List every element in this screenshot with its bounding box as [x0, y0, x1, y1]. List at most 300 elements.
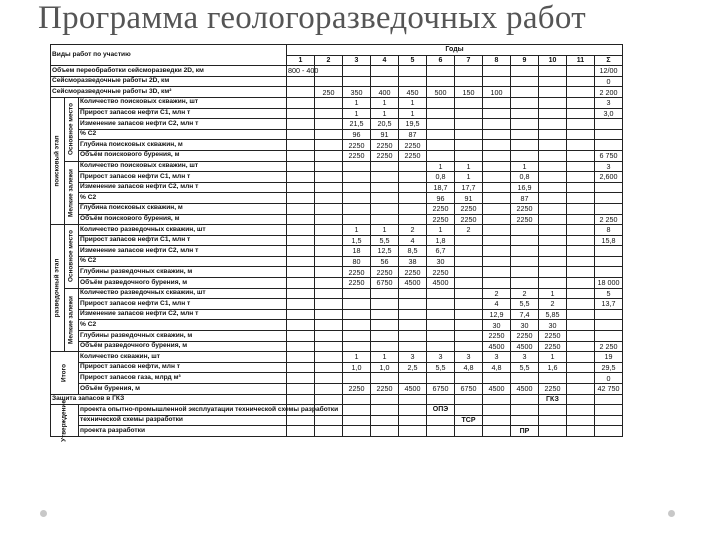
- table-row: [51, 87, 623, 98]
- row-value: [539, 119, 567, 130]
- row-value: [567, 299, 595, 310]
- row-value: [567, 76, 595, 87]
- approval-cell: [539, 405, 567, 416]
- slide-dot-left: [40, 510, 47, 517]
- row-value: [567, 320, 595, 331]
- row-value: 2250: [371, 150, 399, 161]
- row-value: [371, 320, 399, 331]
- row-label: Изменение запасов нефти С2, млн т: [79, 182, 287, 193]
- row-value: 1: [427, 161, 455, 172]
- row-value: [567, 288, 595, 299]
- row-value: 87: [399, 129, 427, 140]
- row-value: [343, 76, 371, 87]
- row-value: 4500: [399, 278, 427, 289]
- table-row: [51, 203, 623, 214]
- row-value: [315, 235, 343, 246]
- total-value: [567, 362, 595, 373]
- total-value: [287, 352, 315, 363]
- gkz-cell: ГКЗ: [539, 394, 567, 405]
- row-value: 30: [427, 256, 455, 267]
- total-value: [427, 373, 455, 384]
- row-value: [455, 150, 483, 161]
- row-value: [399, 161, 427, 172]
- table-row: [51, 140, 623, 151]
- row-value: 2250: [539, 331, 567, 342]
- table-row: [51, 341, 623, 352]
- approval-cell: [315, 415, 343, 426]
- row-label: Глубина поисковых скважин, м: [79, 140, 287, 151]
- header-year: 1: [287, 55, 315, 66]
- row-value: [483, 161, 511, 172]
- row-value: [315, 320, 343, 331]
- row-value: [371, 341, 399, 352]
- row-value: [315, 309, 343, 320]
- approval-cell: [371, 415, 399, 426]
- row-label: Сейсморазведочные работы 2D, км: [51, 76, 287, 87]
- row-label: Объём поискового бурения, м: [79, 214, 287, 225]
- row-value: [371, 309, 399, 320]
- row-value: [315, 288, 343, 299]
- row-value: [315, 267, 343, 278]
- row-value: [539, 182, 567, 193]
- approval-cell: [595, 426, 623, 437]
- total-value: 2,5: [399, 362, 427, 373]
- total-value: 3: [511, 352, 539, 363]
- row-value: [483, 66, 511, 77]
- row-value: [399, 341, 427, 352]
- row-value: [511, 97, 539, 108]
- row-value: 2250: [399, 267, 427, 278]
- row-value: [371, 203, 399, 214]
- row-value: [455, 119, 483, 130]
- gkz-cell: [455, 394, 483, 405]
- row-value: [539, 193, 567, 204]
- row-value: 5,5: [511, 299, 539, 310]
- row-value: 3: [595, 161, 623, 172]
- approval-cell: [595, 405, 623, 416]
- row-label: Прирост запасов нефти С1, млн т: [79, 172, 287, 183]
- row-value: 1,8: [427, 235, 455, 246]
- approval-cell: [371, 426, 399, 437]
- row-value: [427, 288, 455, 299]
- row-value: [315, 108, 343, 119]
- header-year: 8: [483, 55, 511, 66]
- approval-row: [51, 415, 623, 426]
- row-value: [315, 246, 343, 257]
- row-value: 2250: [343, 150, 371, 161]
- row-value: 3: [595, 97, 623, 108]
- row-label: проекта опытно-промышленной эксплуатации технической схемы разработки: [79, 405, 287, 416]
- row-value: [315, 214, 343, 225]
- total-value: [371, 373, 399, 384]
- row-value: 17,7: [455, 182, 483, 193]
- header-year: 2: [315, 55, 343, 66]
- row-value: [287, 108, 315, 119]
- program-grid: [50, 44, 623, 442]
- slide-title: Программа геологоразведочных работ: [38, 0, 586, 36]
- search-stage-label: поисковый этап: [53, 135, 61, 187]
- total-value: [315, 352, 343, 363]
- row-value: 2250: [511, 203, 539, 214]
- table-row: [51, 172, 623, 183]
- gkz-cell: [483, 394, 511, 405]
- total-group: [51, 352, 79, 394]
- row-value: [287, 214, 315, 225]
- row-value: [455, 331, 483, 342]
- row-value: 18 000: [595, 278, 623, 289]
- row-label: Глубина поисковых скважин, м: [79, 203, 287, 214]
- row-value: [511, 119, 539, 130]
- row-value: 2250: [455, 203, 483, 214]
- row-value: 18,7: [427, 182, 455, 193]
- row-value: 2250: [343, 278, 371, 289]
- gkz-cell: [427, 394, 455, 405]
- row-label: % С2: [79, 256, 287, 267]
- row-value: [511, 66, 539, 77]
- row-value: [483, 193, 511, 204]
- approval-cell: [539, 426, 567, 437]
- row-value: 0,8: [427, 172, 455, 183]
- row-value: [427, 331, 455, 342]
- row-label: Количество разведочных скважин, шт: [79, 225, 287, 236]
- row-value: [371, 214, 399, 225]
- row-value: [567, 203, 595, 214]
- row-value: [371, 172, 399, 183]
- row-value: [455, 267, 483, 278]
- total-value: 1,0: [343, 362, 371, 373]
- row-value: [399, 66, 427, 77]
- row-value: 13,7: [595, 299, 623, 310]
- row-value: [427, 97, 455, 108]
- row-value: 2 200: [595, 87, 623, 98]
- row-value: [343, 320, 371, 331]
- row-value: [539, 97, 567, 108]
- row-value: 1: [399, 108, 427, 119]
- approval-cell: [287, 415, 315, 426]
- table-row: [51, 161, 623, 172]
- row-value: [427, 108, 455, 119]
- row-value: [455, 76, 483, 87]
- row-value: [343, 161, 371, 172]
- row-value: 2,600: [595, 172, 623, 183]
- header-year: 5: [399, 55, 427, 66]
- row-value: [455, 278, 483, 289]
- table-row: [51, 97, 623, 108]
- row-value: [455, 341, 483, 352]
- approval-cell: [399, 426, 427, 437]
- row-value: [399, 299, 427, 310]
- search-main-zone-label: Основное место: [67, 103, 75, 156]
- row-value: [343, 203, 371, 214]
- table-row: [51, 108, 623, 119]
- row-value: [399, 320, 427, 331]
- total-value: [483, 373, 511, 384]
- row-value: [455, 288, 483, 299]
- row-value: 4: [399, 235, 427, 246]
- row-value: 91: [455, 193, 483, 204]
- row-value: 4500: [427, 278, 455, 289]
- row-value: 2 250: [595, 341, 623, 352]
- total-value: [511, 373, 539, 384]
- total-value: 19: [595, 352, 623, 363]
- row-value: 15,8: [595, 235, 623, 246]
- row-value: [315, 193, 343, 204]
- gkz-cell: [371, 394, 399, 405]
- total-row: [51, 373, 623, 384]
- row-value: [567, 267, 595, 278]
- row-value: [371, 161, 399, 172]
- table-row: [51, 76, 623, 87]
- row-value: [567, 119, 595, 130]
- gkz-cell: [315, 394, 343, 405]
- row-value: 6 750: [595, 150, 623, 161]
- row-value: [287, 172, 315, 183]
- row-value: [427, 320, 455, 331]
- approval-cell: [567, 405, 595, 416]
- exploration-stage-label: разведочный этап: [53, 258, 61, 318]
- row-value: 6,7: [427, 246, 455, 257]
- row-value: [567, 235, 595, 246]
- row-value: 19,5: [399, 119, 427, 130]
- row-value: [315, 225, 343, 236]
- explore-minor-zone-label: Мелкие залежи: [67, 295, 75, 344]
- row-value: [567, 331, 595, 342]
- gkz-cell: [511, 394, 539, 405]
- table-row: [51, 331, 623, 342]
- row-value: [455, 320, 483, 331]
- search-minor-zone: [65, 161, 79, 225]
- row-value: [287, 87, 315, 98]
- header-year: 9: [511, 55, 539, 66]
- total-value: 3: [399, 352, 427, 363]
- row-value: [567, 214, 595, 225]
- row-value: 3,0: [595, 108, 623, 119]
- row-label: % С2: [79, 320, 287, 331]
- row-value: 250: [315, 87, 343, 98]
- row-value: [315, 182, 343, 193]
- row-value: [399, 193, 427, 204]
- row-value: [343, 341, 371, 352]
- row-value: [315, 278, 343, 289]
- row-value: [427, 129, 455, 140]
- row-value: 2250: [455, 214, 483, 225]
- header-row: [51, 45, 623, 56]
- approval-cell: ТСР: [455, 415, 483, 426]
- table-row: [51, 288, 623, 299]
- row-value: [567, 129, 595, 140]
- row-value: [511, 150, 539, 161]
- row-value: [343, 288, 371, 299]
- table-row: [51, 235, 623, 246]
- row-value: 2250: [399, 140, 427, 151]
- row-value: [427, 309, 455, 320]
- row-value: [511, 235, 539, 246]
- row-value: [539, 203, 567, 214]
- row-value: 2250: [343, 267, 371, 278]
- row-value: [595, 267, 623, 278]
- row-value: [455, 246, 483, 257]
- row-value: [315, 172, 343, 183]
- table-row: [51, 129, 623, 140]
- row-value: [511, 278, 539, 289]
- row-value: [287, 97, 315, 108]
- row-value: [371, 331, 399, 342]
- row-value: [539, 235, 567, 246]
- row-value: [315, 203, 343, 214]
- gkz-label: Защита запасов в ГКЗ: [51, 394, 287, 405]
- row-value: [511, 76, 539, 87]
- row-value: [511, 267, 539, 278]
- row-label: Прирост запасов нефти С1, млн т: [79, 299, 287, 310]
- row-value: 1,5: [343, 235, 371, 246]
- row-value: [595, 119, 623, 130]
- row-value: [483, 150, 511, 161]
- approval-cell: [315, 426, 343, 437]
- row-value: 2: [511, 288, 539, 299]
- row-value: 12,5: [371, 246, 399, 257]
- row-value: [455, 66, 483, 77]
- row-value: 30: [511, 320, 539, 331]
- row-value: [315, 97, 343, 108]
- row-value: [483, 256, 511, 267]
- total-value: [567, 373, 595, 384]
- row-value: 500: [427, 87, 455, 98]
- row-value: 96: [427, 193, 455, 204]
- row-value: [287, 129, 315, 140]
- row-value: [567, 108, 595, 119]
- row-value: [455, 309, 483, 320]
- total-value: 2250: [343, 384, 371, 395]
- row-value: [287, 203, 315, 214]
- search-stage: [51, 97, 65, 224]
- row-value: [511, 129, 539, 140]
- row-value: [371, 288, 399, 299]
- row-value: 2250: [399, 150, 427, 161]
- row-value: [399, 309, 427, 320]
- approval-cell: [567, 415, 595, 426]
- row-value: [371, 76, 399, 87]
- approval-cell: [427, 415, 455, 426]
- approval-cell: [343, 426, 371, 437]
- row-label: Изменение запасов нефти С2, млн т: [79, 119, 287, 130]
- gkz-cell: [343, 394, 371, 405]
- row-value: [371, 299, 399, 310]
- row-value: 5: [595, 288, 623, 299]
- row-value: [483, 97, 511, 108]
- row-value: [539, 246, 567, 257]
- row-value: [315, 331, 343, 342]
- row-value: 1: [511, 161, 539, 172]
- row-value: 350: [343, 87, 371, 98]
- row-label: Объём разведочного бурения, м: [79, 278, 287, 289]
- approval-row: [51, 426, 623, 437]
- total-value: 29,5: [595, 362, 623, 373]
- row-value: 1: [343, 108, 371, 119]
- row-value: [427, 341, 455, 352]
- row-value: [483, 140, 511, 151]
- approval-cell: [483, 405, 511, 416]
- row-value: [567, 66, 595, 77]
- row-value: [483, 267, 511, 278]
- row-value: [343, 172, 371, 183]
- row-value: [539, 66, 567, 77]
- row-value: [427, 140, 455, 151]
- approval-cell: [343, 415, 371, 426]
- row-value: 2: [399, 225, 427, 236]
- row-value: [567, 225, 595, 236]
- row-value: [315, 119, 343, 130]
- table-row: [51, 309, 623, 320]
- table-row: [51, 182, 623, 193]
- row-value: [343, 309, 371, 320]
- row-value: 6750: [371, 278, 399, 289]
- row-value: [343, 331, 371, 342]
- row-value: [399, 203, 427, 214]
- row-value: [287, 320, 315, 331]
- row-label: Объём бурения, м: [79, 384, 287, 395]
- row-value: [483, 182, 511, 193]
- row-value: 2: [483, 288, 511, 299]
- row-value: [567, 246, 595, 257]
- row-value: [595, 140, 623, 151]
- total-value: 0: [595, 373, 623, 384]
- row-value: 150: [455, 87, 483, 98]
- row-label: Глубины разведочных скважин, м: [79, 331, 287, 342]
- row-value: [483, 246, 511, 257]
- total-value: 2250: [371, 384, 399, 395]
- table-row: [51, 278, 623, 289]
- row-value: [539, 161, 567, 172]
- row-label: Прирост запасов газа, млрд м³: [79, 373, 287, 384]
- total-value: [315, 373, 343, 384]
- row-value: [567, 140, 595, 151]
- row-value: [427, 150, 455, 161]
- row-value: [455, 129, 483, 140]
- row-value: 30: [539, 320, 567, 331]
- row-value: [343, 66, 371, 77]
- row-value: [511, 225, 539, 236]
- approval-group: [51, 399, 79, 442]
- row-value: 2250: [343, 140, 371, 151]
- total-value: [287, 384, 315, 395]
- total-value: 3: [483, 352, 511, 363]
- total-value: [287, 373, 315, 384]
- approval-cell: [483, 426, 511, 437]
- table-row: [51, 256, 623, 267]
- row-value: [287, 150, 315, 161]
- row-value: 87: [511, 193, 539, 204]
- row-value: [315, 150, 343, 161]
- row-value: [539, 140, 567, 151]
- row-value: 1: [539, 288, 567, 299]
- row-value: [455, 299, 483, 310]
- total-value: [315, 384, 343, 395]
- total-value: 1: [371, 352, 399, 363]
- work-program-table: [50, 44, 622, 530]
- row-value: [399, 76, 427, 87]
- row-value: 2: [455, 225, 483, 236]
- row-value: [399, 288, 427, 299]
- row-value: [399, 172, 427, 183]
- approval-row: [51, 405, 623, 416]
- row-value: [287, 309, 315, 320]
- row-value: [539, 214, 567, 225]
- header-year: 10: [539, 55, 567, 66]
- row-value: [287, 267, 315, 278]
- row-label: проекта разработки: [79, 426, 287, 437]
- table-row: [51, 193, 623, 204]
- row-value: 2250: [511, 214, 539, 225]
